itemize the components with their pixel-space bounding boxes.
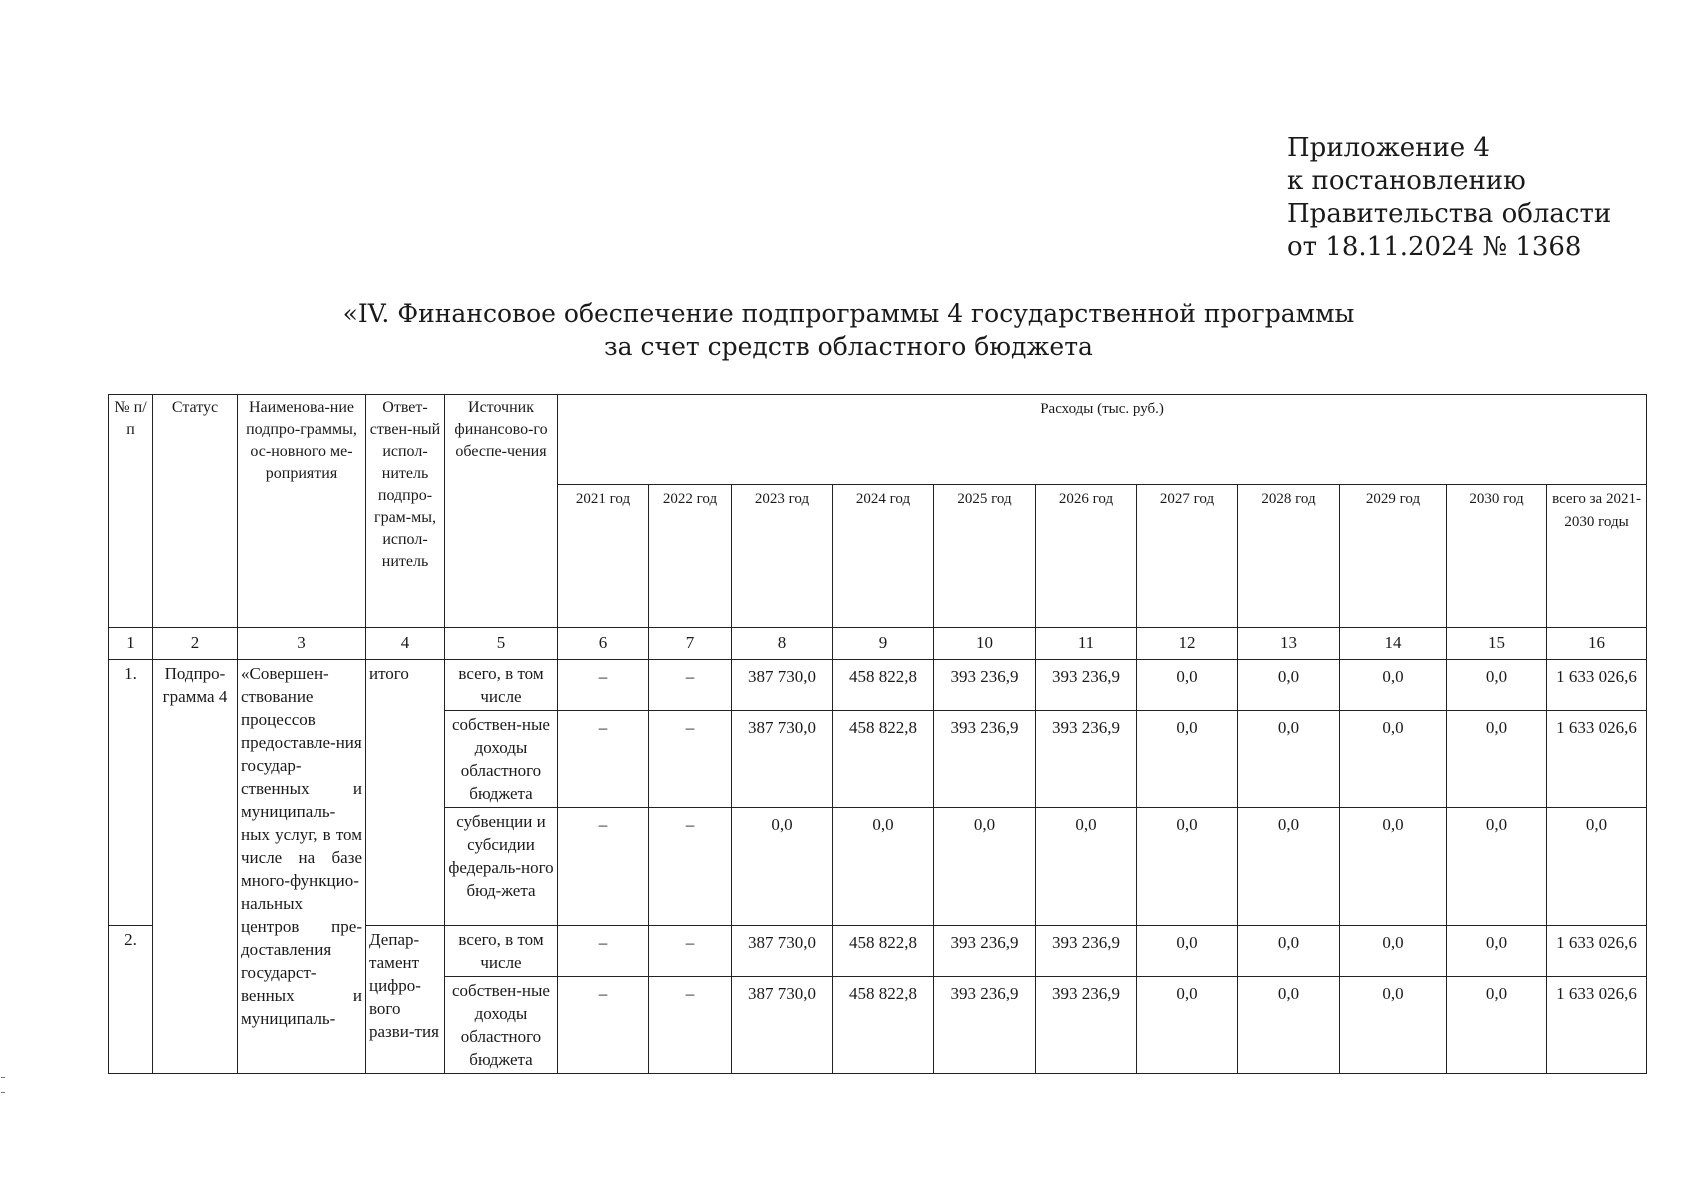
header-source: Источник финансово-го обеспе-чения — [445, 395, 558, 628]
value-cell: 387 730,0 — [732, 660, 833, 711]
value-cell: 0,0 — [1340, 808, 1447, 926]
title-line-1: «IV. Финансовое обеспечение подпрограммы 4 государственной программы — [342, 299, 1355, 328]
header-year: 2022 год — [649, 485, 732, 628]
header-year: 2024 год — [833, 485, 934, 628]
value-cell: 0,0 — [1447, 808, 1547, 926]
column-number: 4 — [366, 628, 445, 660]
source-cell: собствен-ные доходы областного бюджета — [445, 711, 558, 808]
column-number: 2 — [153, 628, 238, 660]
column-number: 7 — [649, 628, 732, 660]
column-number: 14 — [1340, 628, 1447, 660]
header-year: 2030 год — [1447, 485, 1547, 628]
annex-line: к постановлению — [1287, 166, 1526, 196]
value-cell: 458 822,8 — [833, 926, 934, 977]
header-name: Наименова-ние подпро-граммы, ос-новного ме-роприятия — [238, 395, 366, 628]
value-cell: 0,0 — [1447, 926, 1547, 977]
column-number: 10 — [934, 628, 1036, 660]
value-cell: 458 822,8 — [833, 711, 934, 808]
document-title — [0, 297, 1697, 363]
value-cell: 0,0 — [1137, 926, 1238, 977]
value-cell: 1 633 026,6 — [1547, 926, 1647, 977]
value-cell: 0,0 — [1447, 711, 1547, 808]
value-cell: – — [558, 660, 649, 711]
value-cell: 0,0 — [1137, 660, 1238, 711]
value-cell: 0,0 — [1238, 977, 1340, 1074]
value-cell: 458 822,8 — [833, 660, 934, 711]
value-cell: 0,0 — [1137, 711, 1238, 808]
annex-block — [1287, 132, 1611, 264]
program-name-cell: «Совершен-ствование процессов предоставле-ния государ-ственных и муниципаль-ных услуг, в том числе на базе много-функцио-нальных центров пре-доставления государст-венных и муниципаль- — [238, 660, 366, 1074]
column-number: 9 — [833, 628, 934, 660]
value-cell: 0,0 — [934, 808, 1036, 926]
value-cell: 0,0 — [1036, 808, 1137, 926]
row-number: 2. — [109, 926, 153, 1074]
header-year: 2028 год — [1238, 485, 1340, 628]
value-cell: 1 633 026,6 — [1547, 711, 1647, 808]
value-cell: 393 236,9 — [1036, 926, 1137, 977]
value-cell: 393 236,9 — [1036, 660, 1137, 711]
header-expenses: Расходы (тыс. руб.) — [558, 395, 1647, 485]
value-cell: 0,0 — [1238, 926, 1340, 977]
column-number: 15 — [1447, 628, 1547, 660]
value-cell: 393 236,9 — [934, 977, 1036, 1074]
value-cell: 393 236,9 — [934, 926, 1036, 977]
header-year: 2026 год — [1036, 485, 1137, 628]
value-cell: 0,0 — [1340, 926, 1447, 977]
header-year: всего за 2021-2030 годы — [1547, 485, 1647, 628]
table-row — [109, 660, 1647, 711]
column-number: 16 — [1547, 628, 1647, 660]
value-cell: – — [649, 660, 732, 711]
value-cell: 0,0 — [732, 808, 833, 926]
value-cell: 1 633 026,6 — [1547, 660, 1647, 711]
source-cell: собствен-ные доходы областного бюджета — [445, 977, 558, 1074]
value-cell: – — [649, 977, 732, 1074]
value-cell: 0,0 — [1447, 660, 1547, 711]
scan-mark — [1, 1077, 5, 1078]
column-number: 11 — [1036, 628, 1137, 660]
header-year: 2021 год — [558, 485, 649, 628]
column-number: 6 — [558, 628, 649, 660]
annex-line: Приложение 4 — [1287, 133, 1490, 163]
header-year: 2025 год — [934, 485, 1036, 628]
row-number: 1. — [109, 660, 153, 926]
annex-line: Правительства области — [1287, 199, 1612, 229]
value-cell: 0,0 — [1238, 711, 1340, 808]
financing-table — [108, 394, 1647, 1074]
responsible-cell: Депар-тамент цифро-вого разви-тия — [366, 926, 445, 1074]
value-cell: 393 236,9 — [1036, 977, 1137, 1074]
column-number: 3 — [238, 628, 366, 660]
value-cell: 387 730,0 — [732, 711, 833, 808]
header-year: 2027 год — [1137, 485, 1238, 628]
value-cell: – — [558, 711, 649, 808]
column-number: 13 — [1238, 628, 1340, 660]
header-status: Статус — [153, 395, 238, 628]
annex-line: от 18.11.2024 № 1368 — [1287, 232, 1582, 262]
value-cell: – — [558, 808, 649, 926]
title-line-2: за счет средств областного бюджета — [604, 332, 1093, 361]
column-number: 5 — [445, 628, 558, 660]
value-cell: 393 236,9 — [934, 711, 1036, 808]
value-cell: 387 730,0 — [732, 926, 833, 977]
header-responsible: Ответ-ствен-ный испол-нитель подпро-грам-мы, испол-нитель — [366, 395, 445, 628]
value-cell: 0,0 — [1340, 977, 1447, 1074]
column-number: 12 — [1137, 628, 1238, 660]
value-cell: – — [649, 711, 732, 808]
value-cell: 0,0 — [1238, 808, 1340, 926]
value-cell: 393 236,9 — [934, 660, 1036, 711]
header-year: 2029 год — [1340, 485, 1447, 628]
column-number: 8 — [732, 628, 833, 660]
value-cell: 0,0 — [833, 808, 934, 926]
value-cell: 0,0 — [1340, 711, 1447, 808]
scan-mark — [1, 1092, 5, 1093]
header-year: 2023 год — [732, 485, 833, 628]
value-cell: – — [649, 808, 732, 926]
value-cell: 0,0 — [1137, 977, 1238, 1074]
value-cell: – — [649, 926, 732, 977]
value-cell: 387 730,0 — [732, 977, 833, 1074]
source-cell: всего, в том числе — [445, 926, 558, 977]
value-cell: 0,0 — [1547, 808, 1647, 926]
value-cell: 0,0 — [1340, 660, 1447, 711]
header-num: № п/п — [109, 395, 153, 628]
value-cell: – — [558, 926, 649, 977]
value-cell: 393 236,9 — [1036, 711, 1137, 808]
column-number: 1 — [109, 628, 153, 660]
value-cell: 458 822,8 — [833, 977, 934, 1074]
value-cell: – — [558, 977, 649, 1074]
value-cell: 1 633 026,6 — [1547, 977, 1647, 1074]
source-cell: всего, в том числе — [445, 660, 558, 711]
value-cell: 0,0 — [1447, 977, 1547, 1074]
source-cell: субвенции и субсидии федераль-ного бюд-жета — [445, 808, 558, 926]
status-cell: Подпро-грамма 4 — [153, 660, 238, 1074]
value-cell: 0,0 — [1137, 808, 1238, 926]
responsible-cell: итого — [366, 660, 445, 926]
value-cell: 0,0 — [1238, 660, 1340, 711]
